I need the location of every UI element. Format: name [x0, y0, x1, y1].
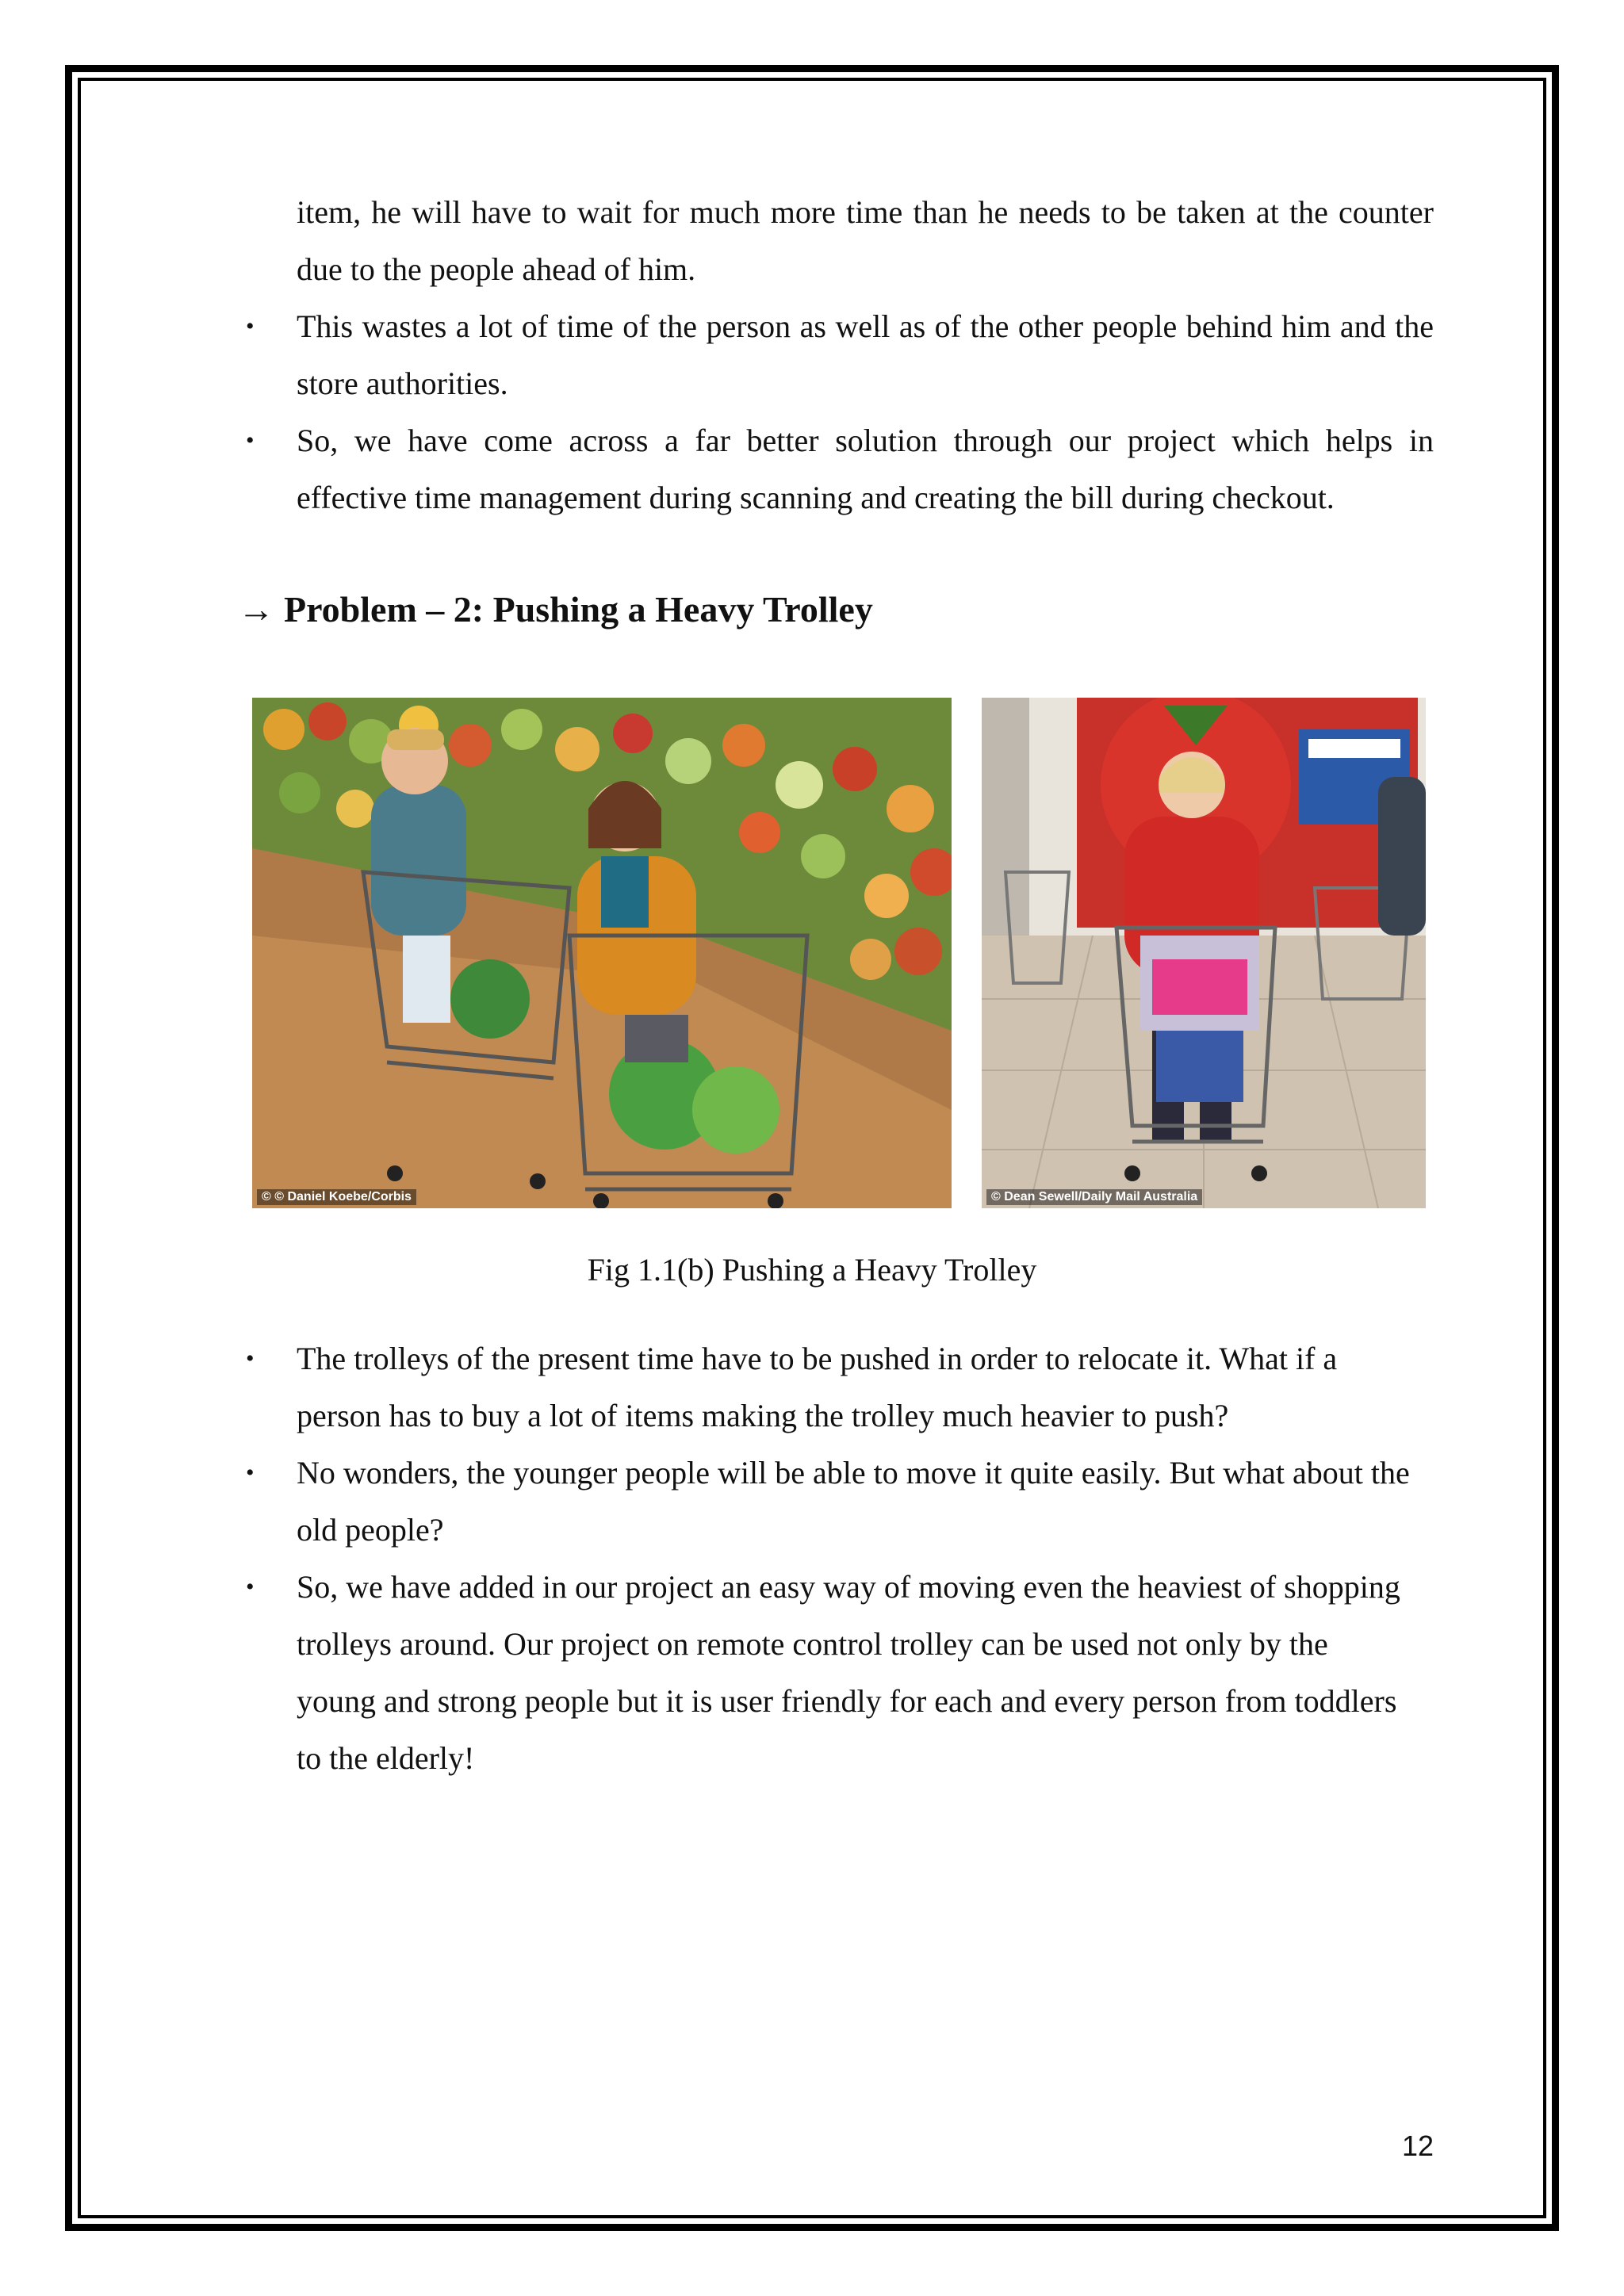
- bullet-text: This wastes a lot of time of the person as well as of the other people behind him and the store authorities.: [297, 308, 1434, 401]
- list-item: [238, 1559, 1411, 1787]
- photo-credit: © Dean Sewell/Daily Mail Australia: [986, 1189, 1202, 1205]
- intro-continuation: item, he will have to wait for much more time than he needs to be taken at the counter due to the people ahead of him.: [297, 194, 1434, 287]
- page-number: 12: [1402, 2130, 1434, 2162]
- heading-text: Problem – 2: Pushing a Heavy Trolley: [284, 589, 873, 629]
- photo-produce-aisle: [252, 698, 952, 1208]
- bullet-text: The trolleys of the present time have to be pushed in order to relocate it. What if a person has to buy a lot of items making the trolley much heavier to push?: [297, 1341, 1338, 1433]
- bullet-text: So, we have come across a far better solution through our project which helps in effective time management during scanning and creating the bill during checkout.: [297, 423, 1434, 515]
- photo-woman-trolley-illustration: [982, 698, 1426, 1208]
- photo-produce-aisle-illustration: [252, 698, 952, 1208]
- photo-credit: © © Daniel Koebe/Corbis: [257, 1189, 416, 1205]
- list-item: [238, 298, 1434, 412]
- bullet-text: So, we have added in our project an easy way of moving even the heaviest of shopping trolleys around. Our project on remote control trolley can be used not only by the young and strong people but it is user friendly for each and every person from toddlers to the elderly!: [297, 1569, 1400, 1776]
- list-item: [238, 412, 1434, 526]
- bottom-text-block: [238, 1330, 1411, 1787]
- top-bullet-list: [238, 298, 1434, 526]
- top-text-block: [238, 184, 1434, 526]
- bottom-bullet-list: [238, 1330, 1411, 1787]
- bullet-icon: •: [246, 1460, 255, 1486]
- photo-woman-trolley: [982, 698, 1426, 1208]
- arrow-icon: →: [238, 589, 274, 629]
- bullet-text: No wonders, the younger people will be able to move it quite easily. But what about the old people?: [297, 1455, 1410, 1548]
- list-item: [238, 1330, 1411, 1445]
- bullet-icon: •: [246, 1345, 255, 1372]
- bullet-icon: •: [246, 313, 255, 339]
- figure-caption: Fig 1.1(b) Pushing a Heavy Trolley: [587, 1252, 1037, 1288]
- section-heading: [238, 588, 873, 630]
- bullet-icon: •: [246, 1574, 255, 1600]
- list-item: [238, 1445, 1411, 1559]
- bullet-icon: •: [246, 427, 255, 453]
